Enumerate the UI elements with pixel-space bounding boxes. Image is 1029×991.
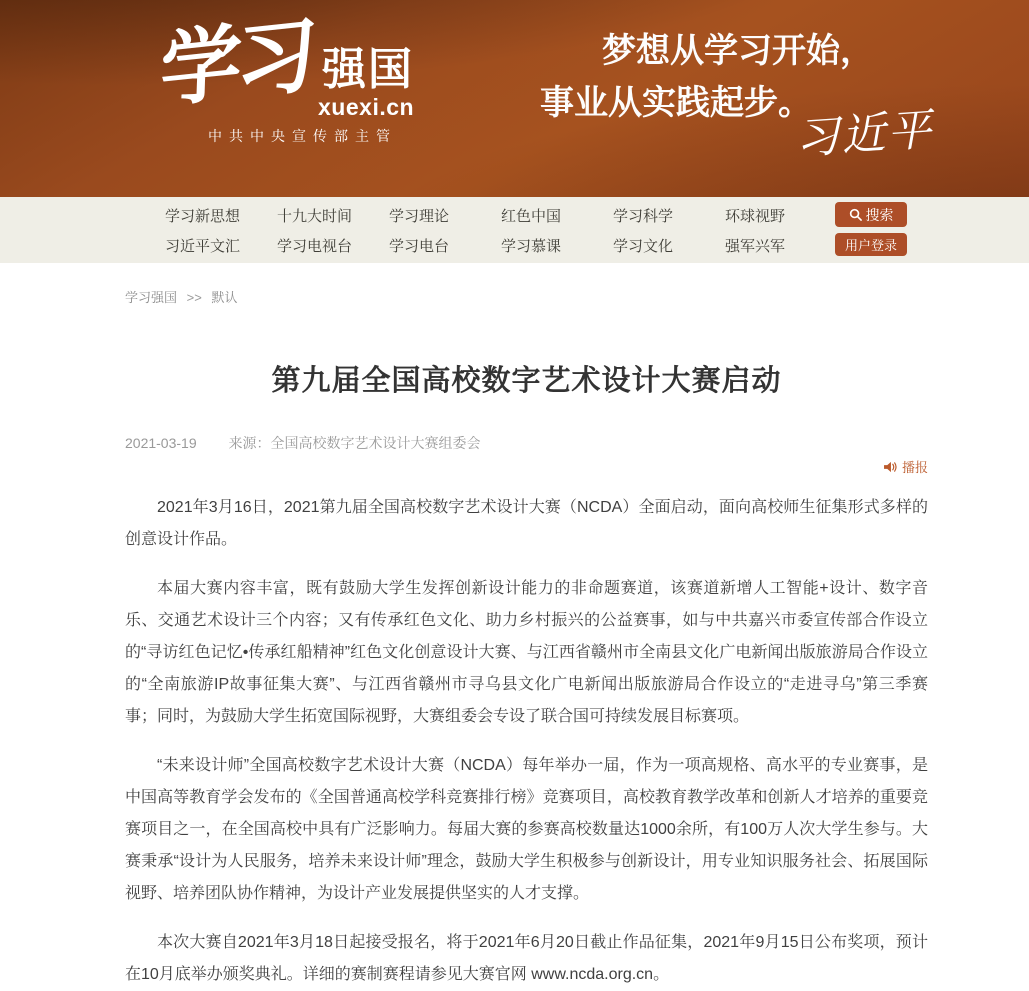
nav-item-huanqiu-shiye[interactable]: 环球视野 (725, 208, 786, 225)
broadcast-row (125, 457, 928, 478)
nav-item-xuexi-muke[interactable]: 学习慕课 (501, 238, 562, 255)
logo-calligraphy-text: 学习 (158, 6, 314, 120)
search-button-label: 搜索 (865, 206, 894, 223)
search-icon (849, 208, 862, 221)
slogan-line-2: 事业从实践起步。 (540, 85, 812, 122)
article-page (125, 287, 928, 991)
nav-item-xuexi-kexue[interactable]: 学习科学 (613, 208, 674, 225)
search-button[interactable] (835, 202, 907, 227)
nav-item-xuexi-xinsixiang[interactable]: 学习新思想 (165, 208, 241, 225)
user-login-button[interactable] (835, 233, 907, 256)
nav-links (165, 204, 837, 259)
article-title: 第九届全国高校数字艺术设计大赛启动 (271, 365, 782, 397)
article-date: 2021-03-19 (125, 435, 197, 451)
login-button-label: 用户登录 (844, 238, 897, 253)
logo-block-text: 强国 (322, 45, 415, 94)
logo-block-column (318, 46, 414, 120)
nav-item-xuexi-wenhua[interactable]: 学习文化 (613, 238, 674, 255)
article-paragraph: 2021年3月16日，2021第九届全国高校数字艺术设计大赛（NCDA）全面启动，面向高校师生征集形式多样的创意设计作品。 (125, 498, 928, 548)
nav-item-hongse-zhongguo[interactable]: 红色中国 (501, 208, 562, 225)
breadcrumb-section-link[interactable]: 默认 (211, 290, 238, 305)
logo-subtitle: 中共中央宣传部主管 (208, 128, 397, 144)
article-source-label: 来源： (228, 435, 271, 451)
site-header (0, 0, 1029, 197)
nav-item-xuexi-diantai[interactable]: 学习电台 (389, 238, 450, 255)
logo-row (158, 6, 415, 120)
nav-actions (835, 202, 907, 256)
breadcrumb (125, 287, 928, 306)
article-paragraph: “未来设计师”全国高校数字艺术设计大赛（NCDA）每年举办一届，作为一项高规格、高水平的专业赛事，是中国高等教育学会发布的《全国普通高校学科竞赛排行榜》竞赛项目，高校教育教学改革和创新人才培养的重要竞赛项目之一，在全国高校中具有广泛影响力。每届大赛的参赛高校数量达1000余所，有100万人次大学生参与。大赛秉承“设计为人民服务，培养未来设计师”理念，鼓励大学生积极参与创新设计，用专业知识服务社会、拓展国际视野、培养团队协作精神，为设计产业发展提供坚实的人才支撑。 (125, 756, 928, 902)
speaker-icon (884, 461, 897, 473)
nav-item-xijinping-wenhui[interactable]: 习近平文汇 (165, 238, 241, 255)
nav-item-qiangjun-xingjun[interactable]: 强军兴军 (725, 238, 786, 255)
site-logo[interactable] (158, 6, 415, 146)
main-navigation (0, 197, 1029, 263)
article-meta (125, 433, 928, 453)
article-body (125, 492, 928, 991)
article-paragraph: 本届大赛内容丰富，既有鼓励大学生发挥创新设计能力的非命题赛道，该赛道新增人工智能+设计、数字音乐、交通艺术设计三个内容；又有传承红色文化、助力乡村振兴的公益赛事，如与中共嘉兴市委宣传部合作设立的“寻访红色记忆•传承红船精神”红色文化创意设计大赛、与江西省赣州市全南县文化广电新闻出版旅游局合作设立的“全南旅游IP故事征集大赛”、与江西省赣州市寻乌县文化广电新闻出版旅游局合作设立的“走进寻乌”第三季赛事；同时，为鼓励大学生拓宽国际视野，大赛组委会专设了联合国可持续发展目标赛项。 (125, 579, 928, 725)
article-source: 全国高校数字艺术设计大赛组委会 (270, 435, 481, 451)
slogan-line-1: 梦想从学习开始， (602, 33, 874, 70)
broadcast-button[interactable] (884, 457, 928, 476)
signature-calligraphy: 习近平 (793, 104, 935, 165)
nav-item-xuexi-lilun[interactable]: 学习理论 (389, 208, 450, 225)
breadcrumb-separator: >> (186, 290, 202, 305)
broadcast-label: 播报 (901, 460, 928, 475)
nav-item-xuexi-dianshitai[interactable]: 学习电视台 (277, 238, 353, 255)
nav-item-shijiuda-shijian[interactable]: 十九大时间 (277, 208, 353, 225)
logo-domain-text: xuexi.cn (318, 94, 415, 120)
article-paragraph: 本次大赛自2021年3月18日起接受报名，将于2021年6月20日截止作品征集，2021年9月15日公布奖项，预计在10月底举办颁奖典礼。详细的赛制赛程请参见大赛官网 www.ncda.org.cn。 (125, 933, 928, 983)
breadcrumb-site-link[interactable]: 学习强国 (125, 290, 178, 305)
